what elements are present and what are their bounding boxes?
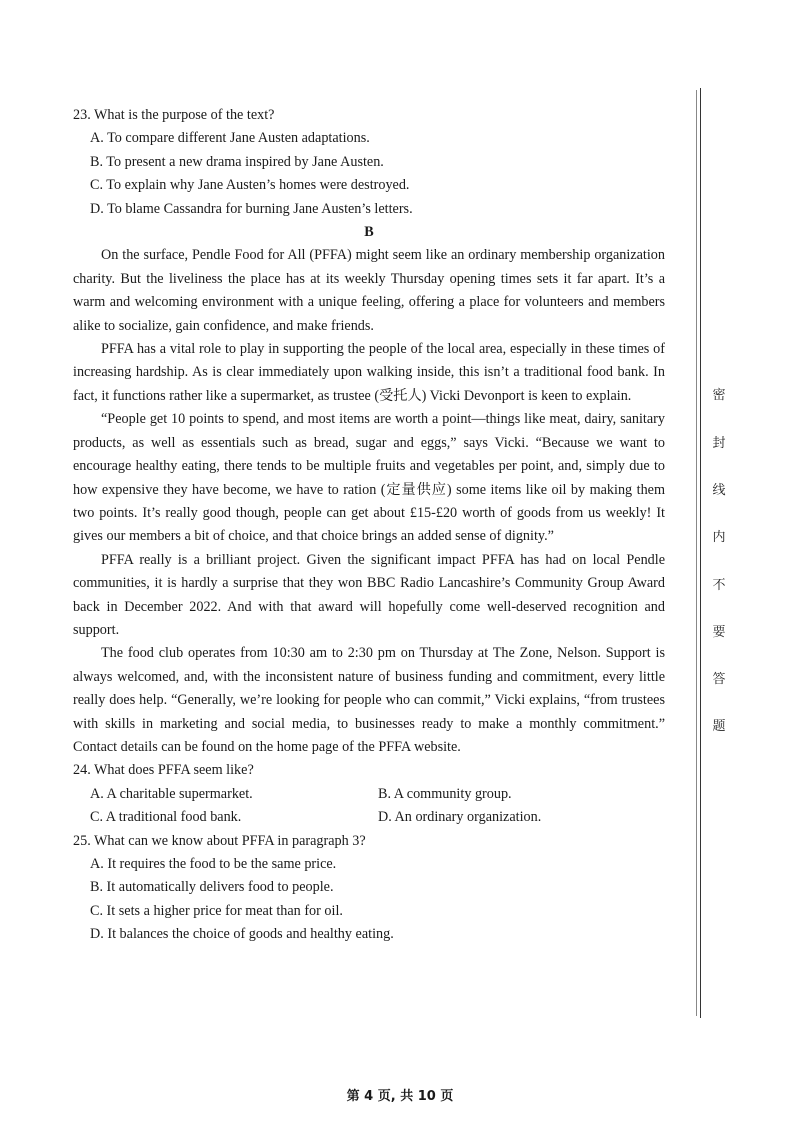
passage-paragraph-5: The food club operates from 10:30 am to 2:30 pm on Thursday at The Zone, Nelson. Support is always welcomed, and, with the inconsistent nature of business funding and commitment, every little really does help. “Generally, we’re looking for people who can commit,” Vicki explains, “from trustees with skills in marketing and social media, to businesses ready to make a monthly commitment.” Contact details can be found on the home page of the PFFA website. bbox=[73, 645, 665, 755]
q24-option-a: A. A charitable supermarket. bbox=[90, 785, 253, 802]
seal-line-char-8: 题 bbox=[712, 719, 726, 734]
q24-option-c: C. A traditional food bank. bbox=[90, 809, 242, 826]
seal-line-char-1: 密 bbox=[712, 388, 726, 403]
seal-line-char-2: 封 bbox=[712, 436, 726, 451]
q25-option-c: C. It sets a higher price for meat than for oil. bbox=[90, 902, 343, 919]
question-24: 24. What does PFFA seem like? bbox=[73, 762, 254, 779]
q23-option-b: B. To present a new drama inspired by Jane Austen. bbox=[90, 153, 384, 170]
seal-line-char-6: 要 bbox=[712, 625, 726, 640]
q24-options-row-1 bbox=[73, 783, 665, 806]
q24-options-row-2 bbox=[73, 806, 665, 829]
seal-line-char-4: 内 bbox=[712, 530, 726, 545]
q25-option-a: A. It requires the food to be the same price. bbox=[90, 856, 337, 872]
q25-option-d: D. It balances the choice of goods and healthy eating. bbox=[90, 926, 394, 943]
seal-line-border bbox=[700, 88, 701, 1018]
q23-option-d: D. To blame Cassandra for burning Jane Austen’s letters. bbox=[90, 200, 413, 217]
section-heading-b: B bbox=[364, 224, 374, 241]
question-23: 23. What is the purpose of the text? bbox=[73, 107, 275, 123]
seal-line-char-3: 线 bbox=[712, 483, 726, 498]
seal-line-char-5: 不 bbox=[712, 578, 726, 593]
q24-option-d: D. An ordinary organization. bbox=[378, 809, 542, 826]
passage-paragraph-4: PFFA really is a brilliant project. Given the significant impact PFFA has had on local Pendle communities, it is hardly a surprise that they won BBC Radio Lancashire’s Community Group Award back in December 2022. And with that award will hopefully come well-deserved recognition and support. bbox=[73, 551, 665, 638]
q25-option-b: B. It automatically delivers food to people. bbox=[90, 879, 334, 896]
q23-option-c: C. To explain why Jane Austen’s homes were destroyed. bbox=[90, 177, 410, 194]
passage-paragraph-3: “People get 10 points to spend, and most items are worth a point—things like meat, dairy, sanitary products, as well as essentials such as bread, sugar and eggs,” says Vicki. “Because we want to encourage healthy eating, there tends to be multiple fruits and vegetables per point, and, simply due to how expensive they have become, we have to ration (定量供应) some items like oil by making them two points. It’s really good though, people can get about £15-£20 worth of goods from us weekly! It gives our members a bit of choice, and that choice brings an added sense of dignity.” bbox=[73, 411, 665, 545]
passage-paragraph-2: PFFA has a vital role to play in supporting the people of the local area, especially in these times of increasing hardship. As is clear immediately upon walking inside, this isn’t a traditional food bank. In fact, it functions rather like a supermarket, as trustee (受托人) Vicki Devonport is keen to explain. bbox=[73, 341, 665, 404]
passage-paragraph-1: On the surface, Pendle Food for All (PFFA) might seem like an ordinary membership organization charity. But the liveliness the place has at its weekly Thursday opening times sets it far apart. It’s a warm and welcoming environment with a unique feeling, offering a place for volunteers and members alike to socialize, gain confidence, and make friends. bbox=[73, 247, 665, 334]
q23-option-a: A. To compare different Jane Austen adaptations. bbox=[90, 130, 370, 147]
seal-line-border-inner bbox=[696, 90, 697, 1016]
page-number-footer: 第 4 页, 共 10 页 bbox=[346, 1089, 454, 1104]
q24-option-b: B. A community group. bbox=[378, 785, 512, 802]
question-25: 25. What can we know about PFFA in paragraph 3? bbox=[73, 832, 366, 849]
page-content bbox=[73, 104, 665, 947]
seal-line-char-7: 答 bbox=[712, 672, 726, 687]
